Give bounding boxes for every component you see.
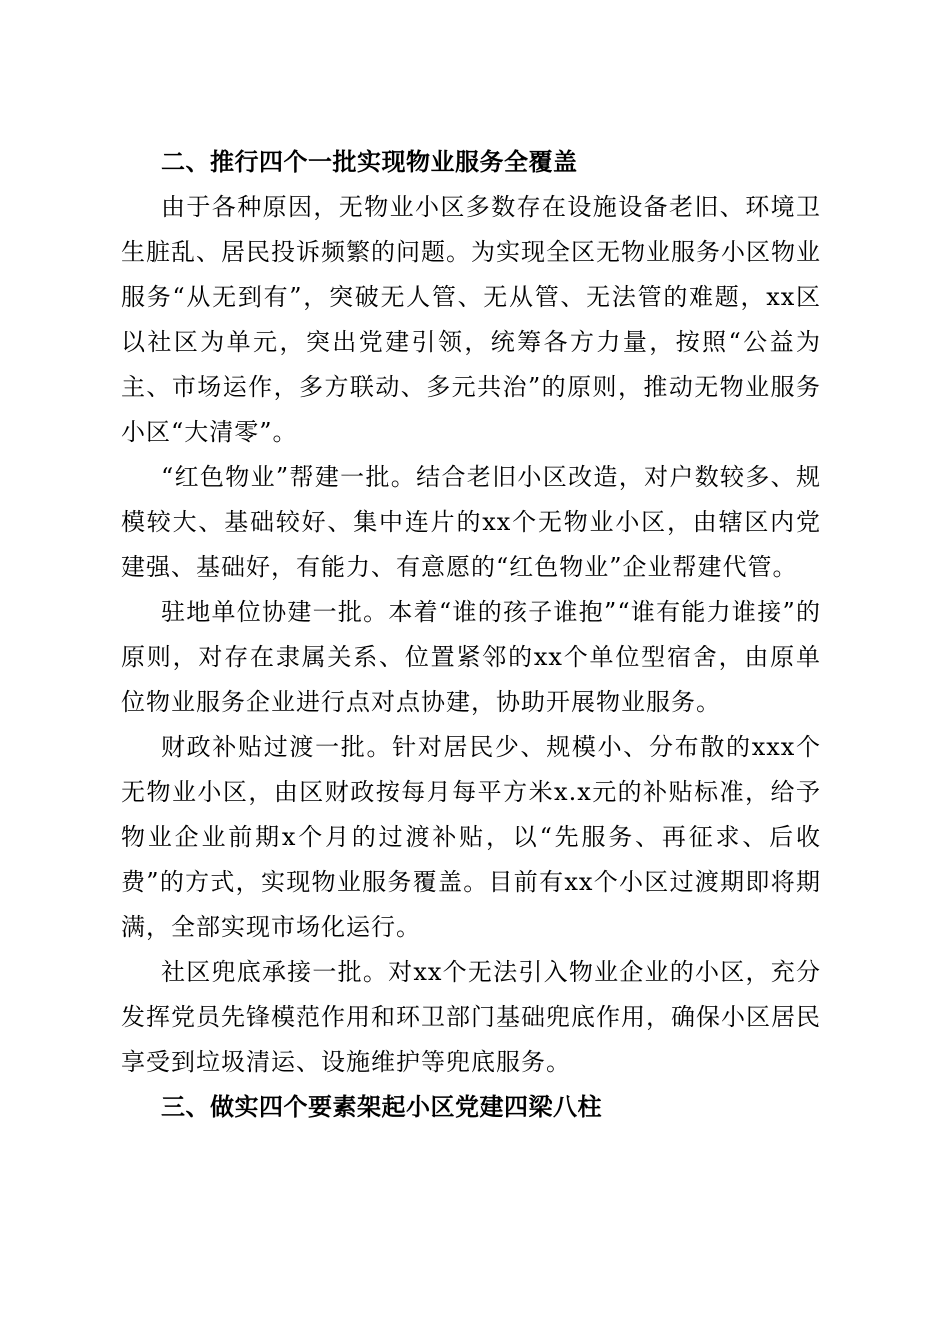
- section-heading-2: 二、推行四个一批实现物业服务全覆盖: [161, 148, 578, 176]
- paragraph-intro: 由于各种原因，无物业小区多数存在设施设备老旧、环境卫生脏乱、居民投诉频繁的问题。为实现全区无物业服务小区物业服务“从无到有”，突破无人管、无从管、无法管的难题，xx区以社区为单元，突出党建引领，统筹各方力量，按照“公益为主、市场运作，多方联动、多元共治”的原则，推动无物业服务小区“大清零”。: [121, 193, 821, 446]
- section-heading-3: 三、做实四个要素架起小区党建四梁八柱: [161, 1093, 602, 1121]
- paragraph-fiscal-subsidy: 财政补贴过渡一批。针对居民少、规模小、分布散的xxx个无物业小区，由区财政按每月每平方米x.x元的补贴标准，给予物业企业前期x个月的过渡补贴，以“先服务、再征求、后收费”的方式，实现物业服务覆盖。目前有xx个小区过渡期即将期满，全部实现市场化运行。: [121, 733, 821, 941]
- paragraph-red-property: “红色物业”帮建一批。结合老旧小区改造，对户数较多、规模较大、基础较好、集中连片的xx个无物业小区，由辖区内党建强、基础好，有能力、有意愿的“红色物业”企业帮建代管。: [121, 463, 821, 581]
- document-body: [121, 140, 821, 1130]
- paragraph-unit-assist: 驻地单位协建一批。本着“谁的孩子谁抱”“谁有能力谁接”的原则，对存在隶属关系、位置紧邻的xx个单位型宿舍，由原单位物业服务企业进行点对点协建，协助开展物业服务。: [121, 598, 821, 716]
- paragraph-community-backstop: 社区兜底承接一批。对xx个无法引入物业企业的小区，充分发挥党员先锋模范作用和环卫部门基础兜底作用，确保小区居民享受到垃圾清运、设施维护等兜底服务。: [121, 958, 821, 1076]
